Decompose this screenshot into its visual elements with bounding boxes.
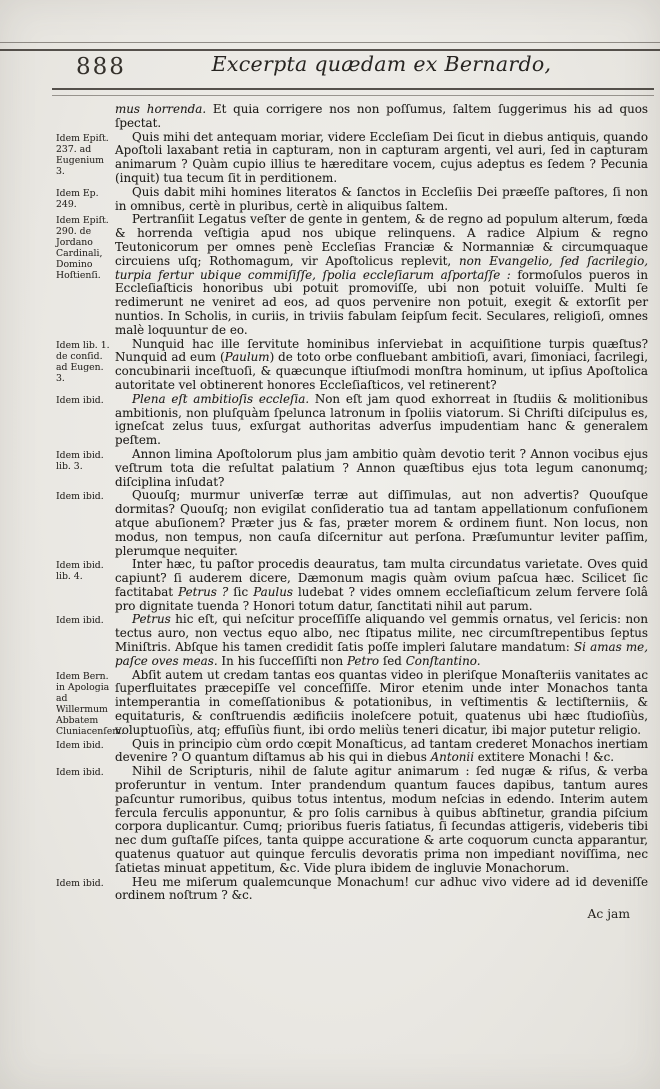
text-run: ludebat ? vides omnem eccleſiaſticum zelum fervere ſolâ pro dignitate tuenda ? Honori totum datur, ſanctitati nihil aut parum. (115, 584, 648, 613)
body-paragraph (115, 213, 648, 337)
text-run: Plena eſt ambitioſis eccleſia. (132, 391, 310, 406)
header-double-rule (52, 88, 654, 96)
text-run: hic eſt, qui neſcitur proceſſiſſe aliquando vel gemmis ornatus, vel ſericis: non tectus auro, non vectus equo albo, nec ſtipatus milite, nec circumſtrepentibus ſeptus Miniſtris. Abſque his tamen credidit ſatis poſſe impleri ſalutare mandatum: (115, 612, 648, 655)
page-header (0, 52, 660, 86)
text-run: formoſulos pueros in Eccleſiaſticis honoribus ubi potuit promoviſſe, ubi non potuit voluiſſe. Multi ſe redimerunt ne veniret ad eos, ad quos pervenire non potuit, exegit & extorſit per nuntios. In Scholis, in curiis, in triviis fabulam ſeipſum fecit. Seculares, religioſi, omnes malè loquuntur de eo. (115, 267, 648, 337)
text-run: Petrus ? (178, 584, 229, 599)
text-run: Si amas me, paſce oves meas. (115, 640, 649, 668)
top-double-rule (0, 42, 660, 51)
body-paragraph (115, 489, 648, 558)
margin-note: Idem Ep. 249. (56, 188, 99, 210)
text-run: Abſit autem ut credam tantas eos quantas video in pleriſque Monaſteriis vanitates ac ſuperfluitates præcepiſſe vel conceſſiſſe. Miror etenim unde inter Monachos tanta intemperantia in comeſſationibus & potationibus, in veſtimentis & lectiſterniis, & equitaturis, & conſtruendis ædificiis inoleſcere potuit, quatenus ubi hæc ſtudioſiùs, voluptuoſiùs, atq; effuſiùs fiunt, ibi ordo meliùs teneri dicatur, ibi major putetur religio. (115, 667, 648, 737)
margin-note: Idem ibid. (56, 740, 104, 751)
body-paragraph (115, 393, 648, 448)
text-run: Pertranſiit Legatus veſter de gente in gentem, & de regno ad populum alterum, fœda & horrenda veſtigia apud nos ubique relinquens. A radice Alpium & regno Teutonicorum per omnes penè Eccleſias Franciæ & Normanniæ & circumquaque circuiens uſq; Rothomagum, vir Apoſtolicus replevit, (115, 212, 648, 268)
text-run: Non eſt jam quod exhorreat in ſtudiis & molitionibus ambitionis, non pluſquàm ſpelunca latronum in ſpoliis viatorum. Si Chriſti diſcipulus es, igneſcat zelus tuus, exſurgat authoritas adverſus impudentiam hanc & generalem peſtem. (115, 391, 648, 448)
text-run: Antonii (430, 750, 475, 765)
margin-note: Idem ibid. (56, 491, 104, 502)
body-paragraph (115, 765, 648, 875)
body-column (115, 103, 648, 903)
text-run: Et quia corrigere nos non poſſumus, ſaltem ſuggerimus his ad quos ſpectat. (115, 102, 648, 130)
margin-note: Idem ibid. (56, 615, 104, 626)
margin-note: Idem Bern. in Apologia ad Willermum Abbatem Cluniacenſem. (56, 671, 124, 737)
margin-note: Idem lib. 1. de conſid. ad Eugen. 3. (56, 340, 110, 384)
text-run: non Evangelio, ſed ſacrilegio, turpia fertur ubique commiſiſſe, ſpolia eccleſiarum aſportaſſe : (115, 253, 649, 282)
catchword: Ac jam (587, 907, 630, 921)
body-paragraph (115, 186, 648, 214)
body-paragraph (115, 738, 648, 766)
body-paragraph (115, 103, 648, 131)
body-paragraph (115, 338, 648, 393)
margin-note: Idem Epiſt. 237. ad Eugenium 3. (56, 133, 109, 177)
text-run: Nihil de Scripturis, nihil de ſalute agitur animarum : ſed nugæ & riſus, & verba proferuntur in ventum. Inter prandendum quantum fauces dapibus, tantum aures paſcuntur rumoribus, quibus totus intentus, modum neſcias in edendo. Interim autem fercula ferculis apponuntur, & pro ſolis carnibus à quibus abſtinetur, grandia piſcium corpora duplicantur. Cumq; prioribus fueris ſatiatus, ſi ſecundas attigeris, videberis tibi nec dum guſtaſſe piſces, tanta quippe accuratione & arte coquorum cuncta apparantur, quatenus quatuor aut quinque ferculis devoratis prima non impediant noviſſima, nec ſatietas minuat appetitum, &c. Vide plura ibidem de ingluvie Monachorum. (115, 764, 648, 875)
body-paragraph (115, 669, 648, 738)
text-run: Annon limina Apoſtolorum plus jam ambitio quàm devotio terit ? Annon vocibus ejus veſtrum tota die reſultat palatium ? Annon quæſtibus ejus tota legum canonumq; diſciplina inſudat? (115, 446, 648, 489)
text-run: Petrus (132, 612, 171, 627)
body-paragraph (115, 448, 648, 489)
margin-note: Idem ibid. lib. 4. (56, 560, 104, 582)
text-run: extitere Monachi ! &c. (474, 750, 615, 765)
page-number: 888 (76, 54, 126, 80)
margin-note: Idem ibid. (56, 878, 104, 889)
text-run: In his ſucceſſiſti non (217, 653, 347, 668)
text-run: Inter hæc, tu paſtor procedis deauratus, tam multa circundatus varietate. Oves quid capiunt? ſi auderem dicere, Dæmonum magis quàm ovium paſcua hæc. Scilicet ſic factitabat (115, 557, 648, 599)
text-run: Quouſq; murmur univerſæ terræ aut diſſimulas, aut non advertis? Quouſque dormitas? Quouſq; non evigilat conſideratio tua ad tantam appellationum confuſionem atque abuſionem? Præter jus & fas, præter morem & ordinem fiunt. Non locus, non modus, non tempus, non cauſa diſcernitur aut perſona. Præſumuntur leviter paſſim, plerumque nequiter. (115, 488, 648, 558)
margin-note: Idem Epiſt. 290. de Jordano Cardinali, Domino Hoſtienſi. (56, 215, 109, 281)
text-run: Petro (346, 653, 380, 668)
text-run: Quis dabit mihi homines literatos & ſanctos in Eccleſiis Dei præeſſe paſtores, ſi non in omnibus, certè in pluribus, certè in aliquibus ſaltem. (115, 184, 648, 213)
text-run: ) de toto orbe confluebant ambitioſi, avari, ſimoniaci, ſacrilegi, concubinarii inceſtuoſi, & quæcunque iſtiuſmodi monſtra hominum, ut ipſius Apoſtolica autoritate vel obtinerent honores Eccleſiaſticos, vel retinerent? (115, 350, 648, 392)
text-run: ſic (228, 584, 254, 599)
body-paragraph (115, 613, 648, 668)
margin-note: Idem ibid. lib. 3. (56, 450, 104, 472)
text-run: Conſtantino. (405, 653, 481, 668)
margin-note: Idem ibid. (56, 395, 104, 406)
text-run: Nunquid hac ille ſervitute hominibus inſerviebat in acquiſitione turpis quæſtus? Nunquid ad eum ( (115, 336, 648, 365)
text-run: Paulus (253, 584, 293, 599)
text-run: Paulum (224, 350, 270, 365)
text-run: Quis in principio cùm ordo cœpit Monaſticus, ad tantam crederet Monachos inertiam devenire ? O quantum diſtamus ab his qui in diebus (115, 736, 648, 765)
text-run: Quis mihi det antequam moriar, videre Eccleſiam Dei ſicut in diebus antiquis, quando Apoſtoli laxabant retia in capturam, non in capturam argenti, vel auri, ſed in capturam animarum ? Quàm cupio illius te hæreditare vocem, cujus adeptus es ſedem ? Pecunia (inquit) tua tecum ſit in perditionem. (115, 129, 648, 185)
body-paragraph (115, 876, 648, 904)
margin-note: Idem ibid. (56, 767, 104, 778)
body-paragraph (115, 558, 648, 613)
text-run: Heu me miſerum qualemcunque Monachum! cur adhuc vivo videre ad id deveniſſe ordinem noſtrum ? &c. (115, 874, 648, 903)
text-run: ſed (379, 653, 406, 668)
body-paragraph (115, 131, 648, 186)
text-run: mus horrenda. (115, 102, 207, 116)
running-title: Excerpta quædam ex Bernardo, (211, 52, 552, 76)
